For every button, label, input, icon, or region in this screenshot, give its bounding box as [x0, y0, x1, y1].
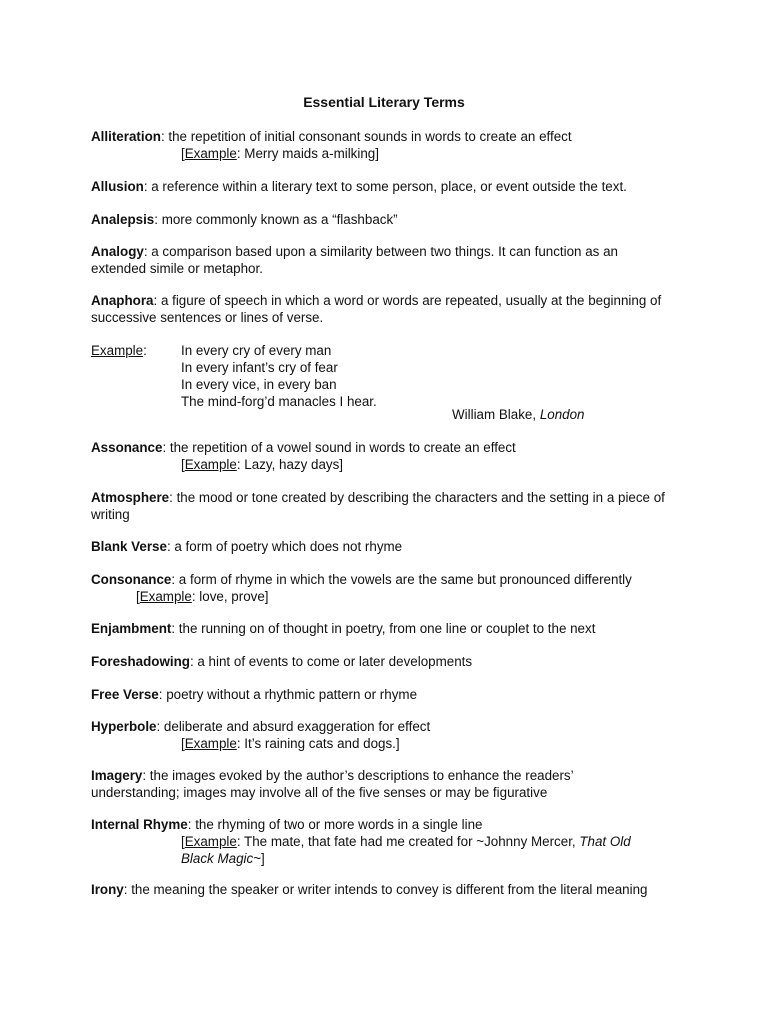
definition-analogy: : a comparison based upon a similarity between two things. It can function as an extended simile or metaphor.: [91, 244, 618, 276]
entry-anaphora: [91, 292, 681, 326]
definition-free-verse: : poetry without a rhythmic pattern or rhyme: [158, 687, 418, 702]
term-irony: Irony: [91, 882, 124, 897]
definition-imagery: : the images evoked by the author’s descriptions to enhance the readers’ understanding; images may involve all of the five senses or may be figurative: [91, 768, 574, 800]
term-imagery: Imagery: [91, 768, 143, 783]
example-bracket: [: [181, 736, 185, 751]
example-consonance: [91, 588, 681, 605]
entry-line: [91, 571, 681, 588]
example-label: Example: [184, 834, 237, 849]
example-label-line: [91, 342, 147, 359]
definition-allusion: : a reference within a literary text to some person, place, or event outside the text.: [143, 179, 627, 194]
entry-assonance: [91, 439, 681, 473]
entry-imagery: [91, 767, 591, 801]
entry-enjambment: [91, 620, 681, 637]
example-hyperbole: [91, 735, 681, 752]
term-foreshadowing: Foreshadowing: [91, 654, 190, 669]
definition-internal-rhyme: : the rhyming of two or more words in a single line: [187, 817, 483, 832]
entry-line: [91, 128, 681, 145]
poem-line: The mind-forg’d manacles I hear.: [181, 394, 377, 409]
example-label: Example: [184, 146, 237, 161]
entry-irony: [91, 881, 691, 898]
definition-foreshadowing: : a hint of events to come or later developments: [189, 654, 473, 669]
example-assonance: [91, 456, 681, 473]
entry-hyperbole: [91, 718, 681, 752]
example-bracket: [: [181, 834, 185, 849]
entry-foreshadowing: [91, 653, 681, 670]
term-allusion: Allusion: [91, 179, 144, 194]
definition-atmosphere: : the mood or tone created by describing the characters and the setting in a piece of writing: [91, 490, 665, 522]
poem-author: William Blake,: [452, 407, 540, 422]
example-label: Example: [184, 736, 237, 751]
term-analepsis: Analepsis: [91, 212, 155, 227]
poem-line: In every vice, in every ban: [181, 377, 337, 392]
entry-free-verse: [91, 686, 681, 703]
example-text: : The mate, that fate had me created for ~Johnny Mercer,: [236, 834, 580, 849]
definition-hyperbole: : deliberate and absurd exaggeration for effect: [156, 719, 431, 734]
entry-consonance: [91, 571, 681, 605]
term-enjambment: Enjambment: [91, 621, 172, 636]
entry-line: [91, 439, 681, 456]
term-assonance: Assonance: [91, 440, 163, 455]
poem-title: London: [539, 407, 585, 422]
definition-blank-verse: : a form of poetry which does not rhyme: [166, 539, 403, 554]
poem-attribution: [452, 406, 585, 423]
entry-analepsis: [91, 211, 681, 228]
example-text: : It’s raining cats and dogs.]: [236, 736, 400, 751]
example-bracket: [: [136, 589, 140, 604]
example-alliteration: [91, 145, 681, 162]
term-anaphora: Anaphora: [91, 293, 154, 308]
entry-alliteration: [91, 128, 681, 162]
term-internal-rhyme: Internal Rhyme: [91, 817, 188, 832]
term-atmosphere: Atmosphere: [91, 490, 170, 505]
page-title: Essential Literary Terms: [303, 94, 465, 110]
term-blank-verse: Blank Verse: [91, 539, 167, 554]
poem-lines: [181, 342, 377, 410]
definition-irony: : the meaning the speaker or writer intends to convey is different from the literal meaning: [123, 882, 648, 897]
term-free-verse: Free Verse: [91, 687, 159, 702]
example-label: Example: [139, 589, 192, 604]
example-song-title: That Old Black Magic: [181, 834, 631, 866]
poem-line: In every infant’s cry of fear: [181, 360, 338, 375]
entry-allusion: [91, 178, 681, 195]
term-analogy: Analogy: [91, 244, 144, 259]
entry-internal-rhyme: [91, 816, 681, 867]
term-hyperbole: Hyperbole: [91, 719, 157, 734]
definition-assonance: : the repetition of a vowel sound in words to create an effect: [162, 440, 516, 455]
entry-blank-verse: [91, 538, 681, 555]
entry-line: [91, 718, 681, 735]
entry-atmosphere: [91, 489, 681, 523]
example-bracket: [: [181, 146, 185, 161]
definition-alliteration: : the repetition of initial consonant sounds in words to create an effect: [160, 129, 572, 144]
entry-line: [91, 816, 681, 833]
example-label: Example: [184, 457, 237, 472]
example-text: : Merry maids a-milking]: [236, 146, 379, 161]
definition-enjambment: : the running on of thought in poetry, from one line or couplet to the next: [171, 621, 596, 636]
poem-line: In every cry of every man: [181, 343, 332, 358]
example-internal-rhyme: [91, 833, 661, 867]
example-close: ~]: [253, 851, 265, 866]
entry-analogy: [91, 243, 651, 277]
term-consonance: Consonance: [91, 572, 172, 587]
example-bracket: [: [181, 457, 185, 472]
definition-analepsis: : more commonly known as a “flashback”: [154, 212, 398, 227]
example-text: : love, prove]: [191, 589, 269, 604]
definition-anaphora: : a figure of speech in which a word or words are repeated, usually at the beginning of successive sentences or lines of verse.: [91, 293, 662, 325]
example-colon: :: [143, 343, 147, 358]
example-text: : Lazy, hazy days]: [236, 457, 344, 472]
definition-consonance: : a form of rhyme in which the vowels are the same but pronounced differently: [171, 572, 632, 587]
example-label: Example: [91, 343, 144, 358]
term-alliteration: Alliteration: [91, 129, 161, 144]
